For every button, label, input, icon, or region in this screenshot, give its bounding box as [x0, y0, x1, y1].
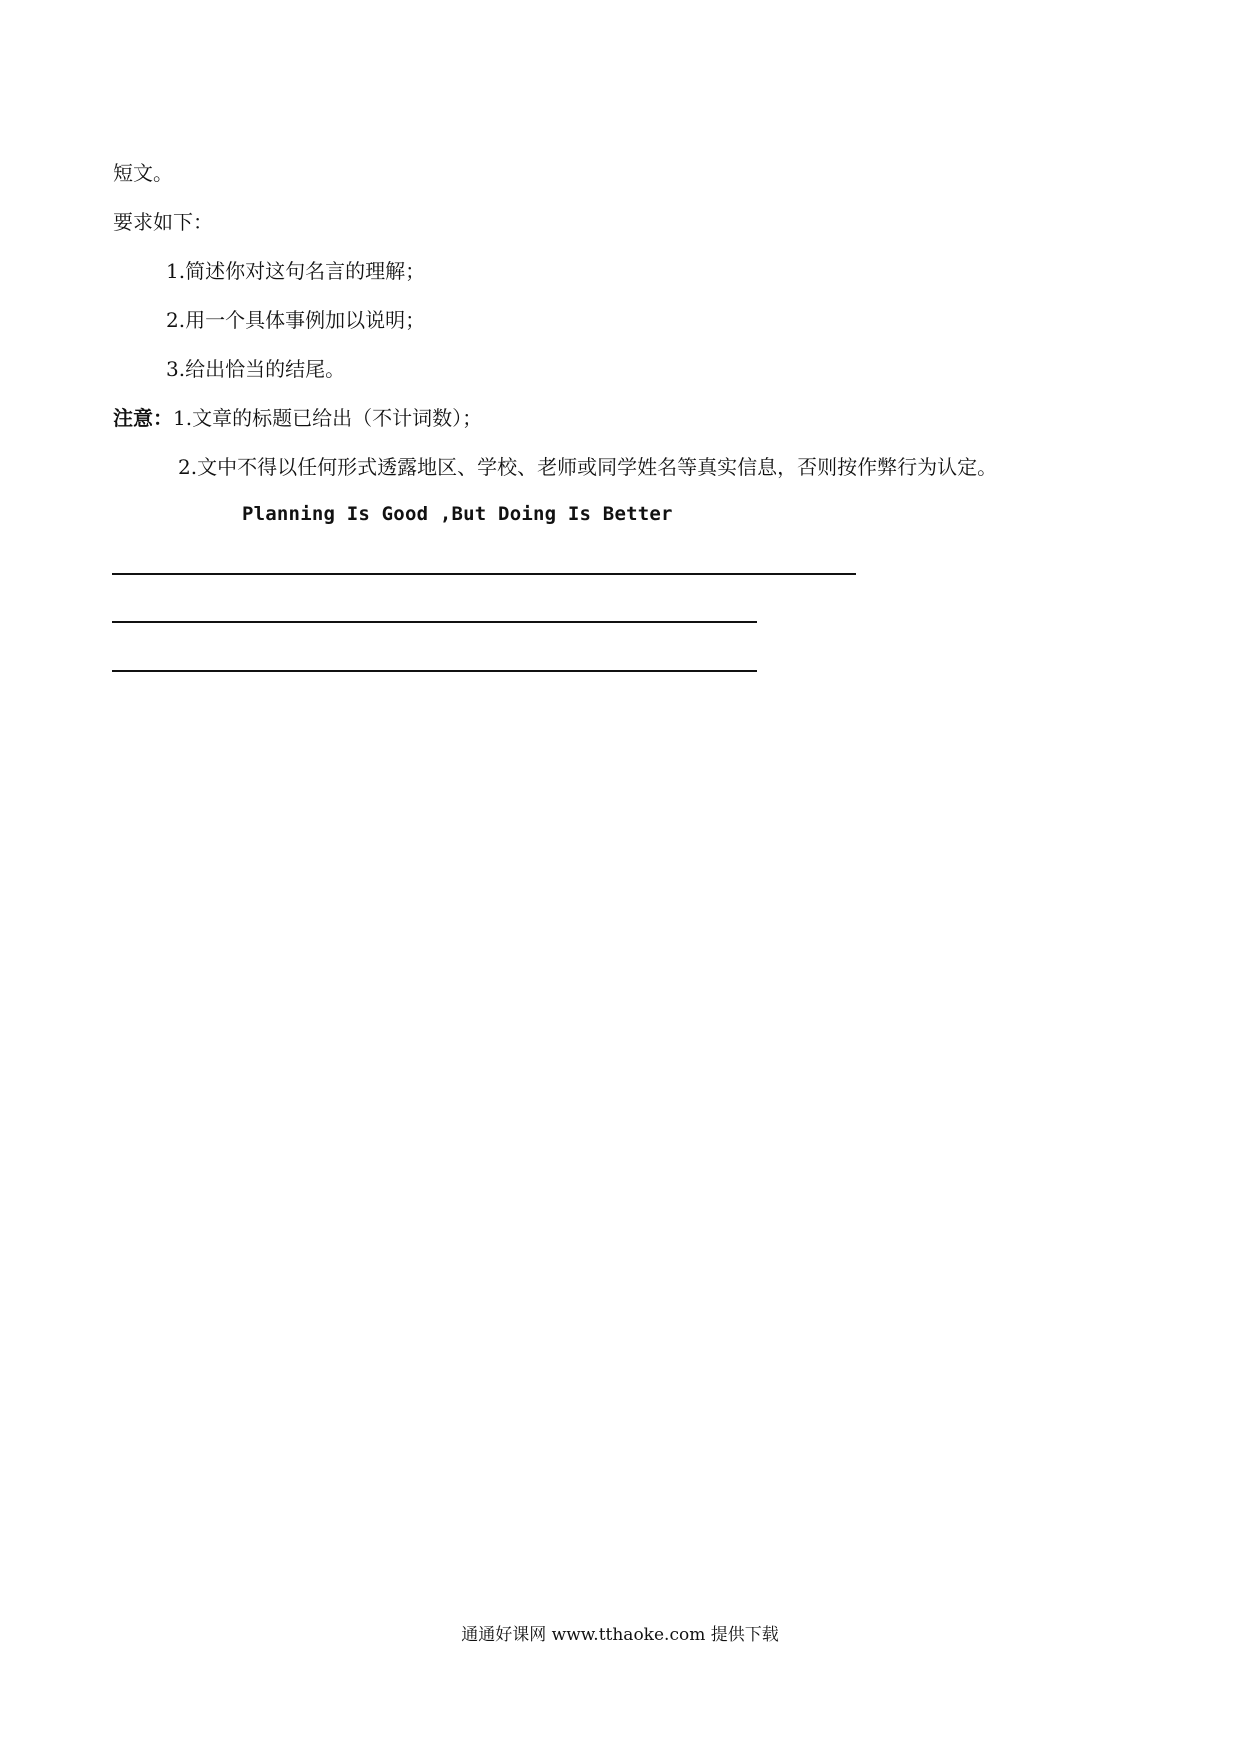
answer-line-3[interactable]	[112, 670, 757, 672]
essay-title: Planning Is Good ,But Doing Is Better	[242, 503, 673, 525]
note-item-2: 2.文中不得以任何形式透露地区、学校、老师或同学姓名等真实信息，否则按作弊行为认定。	[178, 455, 998, 479]
note-label: 注意：	[113, 406, 173, 430]
requirements-heading: 要求如下：	[113, 210, 213, 234]
requirement-item-2: 2.用一个具体事例加以说明；	[166, 308, 426, 332]
intro-text: 短文。	[113, 161, 173, 185]
note-line-1	[113, 406, 482, 430]
footer-text: 通通好课网 www.tthaoke.com 提供下载	[461, 1625, 779, 1645]
answer-line-1[interactable]	[112, 573, 856, 575]
answer-line-2[interactable]	[112, 621, 757, 623]
requirement-item-3: 3.给出恰当的结尾。	[166, 357, 346, 381]
note-item-1: 1.文章的标题已给出（不计词数）；	[173, 406, 483, 430]
requirement-item-1: 1.简述你对这句名言的理解；	[166, 259, 426, 283]
